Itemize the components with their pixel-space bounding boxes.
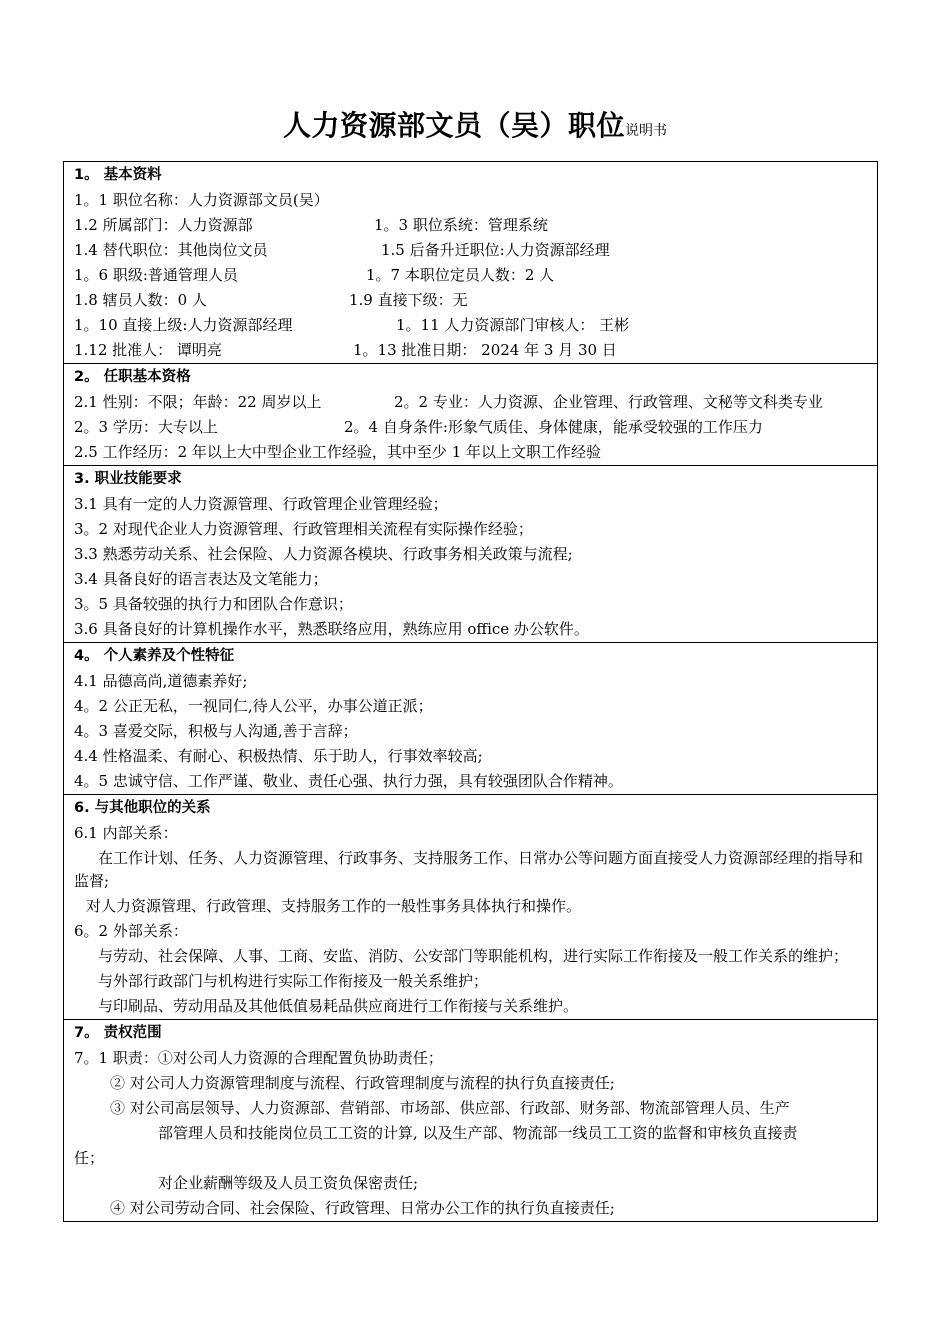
field: 1.12 批准人： 谭明亮 bbox=[74, 341, 222, 359]
list-item: 3。5 具备较强的执行力和团队合作意识； bbox=[74, 595, 353, 613]
list-item: 3.1 具有一定的人力资源管理、行政管理企业管理经验； bbox=[74, 495, 448, 513]
info-line bbox=[74, 238, 868, 263]
section-qualifications bbox=[64, 363, 877, 465]
list-item: 3.6 具备良好的计算机操作水平，熟悉联络应用，熟练应用 office 办公软件。 bbox=[74, 620, 589, 638]
field: 1。6 职级:普通管理人员 bbox=[74, 266, 238, 284]
list-item: 4.1 品德高尚,道德素养好; bbox=[74, 672, 248, 690]
list-item: 4。3 喜爱交际，积极与人沟通,善于言辞； bbox=[74, 722, 358, 740]
duty-line: 部管理人员和技能岗位员工工资的计算, 以及生产部、物流部一线员工工资的监督和审核负直接责 bbox=[158, 1124, 798, 1142]
section-heading: 7。 责权范围 bbox=[74, 1025, 162, 1041]
field: 1.8 辖员人数：0 人 bbox=[74, 291, 207, 309]
duty-line: 任； bbox=[74, 1149, 105, 1167]
paragraph bbox=[74, 945, 868, 968]
duty-line: ② 对公司人力资源管理制度与流程、行政管理制度与流程的执行负直接责任; bbox=[110, 1074, 615, 1092]
info-line bbox=[74, 263, 868, 288]
list-item: 3.4 具备良好的语言表达及文笔能力； bbox=[74, 570, 328, 588]
info-line bbox=[74, 338, 868, 363]
duty-line: ③ 对公司高层领导、人力资源部、营销部、市场部、供应部、行政部、财务部、物流部管理人员、生产 bbox=[110, 1099, 790, 1117]
field: 1.2 所属部门：人力资源部 bbox=[74, 216, 253, 234]
section-responsibilities bbox=[64, 1019, 877, 1221]
list-item: 3.3 熟悉劳动关系、社会保险、人力资源各模块、行政事务相关政策与流程; bbox=[74, 545, 573, 563]
field: 1.9 直接下级：无 bbox=[349, 291, 468, 309]
subsection-label: 6。2 外部关系： bbox=[74, 922, 188, 940]
section-heading: 4。 个人素养及个性特征 bbox=[74, 648, 235, 664]
title-main: 人力资源部文员（吴）职位 bbox=[282, 109, 625, 142]
paragraph: 对人力资源管理、行政管理、支持服务工作的一般性事务具体执行和操作。 bbox=[86, 897, 582, 915]
duty-line: 对企业薪酬等级及人员工资负保密责任; bbox=[158, 1174, 419, 1192]
field: 2。2 专业：人力资源、企业管理、行政管理、文秘等文科类专业 bbox=[394, 393, 823, 411]
info-line: 1。1 职位名称：人力资源部文员(吴） bbox=[74, 191, 329, 209]
field: 1.5 后备升迁职位:人力资源部经理 bbox=[381, 241, 610, 259]
info-line bbox=[74, 415, 868, 440]
job-description-table bbox=[63, 161, 878, 1222]
list-item: 3。2 对现代企业人力资源管理、行政管理相关流程有实际操作经验； bbox=[74, 520, 533, 538]
section-personal-traits bbox=[64, 642, 877, 794]
section-heading: 1。 基本资料 bbox=[74, 167, 162, 183]
field: 1。13 批准日期： 2024 年 3 月 30 日 bbox=[353, 341, 617, 359]
section-relationships bbox=[64, 794, 877, 1019]
field: 2.1 性别：不限；年龄：22 周岁以上 bbox=[74, 393, 322, 411]
paragraph-text: 在工作计划、任务、人力资源管理、行政事务、支持服务工作、日常办公等问题方面直接受人力资源部经理的指导和监督; bbox=[74, 849, 864, 890]
section-heading: 6. 与其他职位的关系 bbox=[74, 800, 211, 816]
list-item: 4。5 忠诚守信、工作严谨、敬业、责任心强、执行力强，具有较强团队合作精神。 bbox=[74, 772, 623, 790]
field: 1。10 直接上级:人力资源部经理 bbox=[74, 316, 293, 334]
section-basic-info bbox=[64, 162, 877, 363]
title-suffix: 说明书 bbox=[625, 123, 667, 139]
subsection-label: 6.1 内部关系： bbox=[74, 824, 178, 842]
field: 1。3 职位系统：管理系统 bbox=[374, 216, 548, 234]
list-item: 4.4 性格温柔、有耐心、积极热情、乐于助人，行事效率较高; bbox=[74, 747, 483, 765]
duty-line: ④ 对公司劳动合同、社会保险、行政管理、日常办公工作的执行负直接责任; bbox=[110, 1199, 615, 1217]
section-heading: 3. 职业技能要求 bbox=[74, 471, 182, 487]
paragraph bbox=[74, 847, 868, 893]
document-title bbox=[0, 104, 950, 144]
section-skills bbox=[64, 465, 877, 642]
info-line bbox=[74, 213, 868, 238]
list-item: 4。2 公正无私，一视同仁,待人公平，办事公道正派； bbox=[74, 697, 433, 715]
info-line bbox=[74, 288, 868, 313]
paragraph: 与印刷品、劳动用品及其他低值易耗品供应商进行工作衔接与关系维护。 bbox=[98, 997, 579, 1015]
field: 1。11 人力资源部门审核人： 王彬 bbox=[396, 316, 630, 334]
field: 2。4 自身条件:形象气质佳、身体健康，能承受较强的工作压力 bbox=[344, 418, 763, 436]
info-line: 2.5 工作经历：2 年以上大中型企业工作经验，其中至少 1 年以上文职工作经验 bbox=[74, 443, 602, 461]
field: 2。3 学历：大专以上 bbox=[74, 418, 218, 436]
field: 1.4 替代职位：其他岗位文员 bbox=[74, 241, 268, 259]
paragraph-text: 与劳动、社会保障、人事、工商、安监、消防、公安部门等职能机构，进行实际工作衔接及一般工作关系的维护； bbox=[98, 947, 849, 965]
paragraph: 与外部行政部门与机构进行实际工作衔接及一般关系维护； bbox=[98, 972, 489, 990]
field: 1。7 本职位定员人数：2 人 bbox=[366, 266, 555, 284]
info-line bbox=[74, 313, 868, 338]
section-heading: 2。 任职基本资格 bbox=[74, 369, 191, 385]
info-line bbox=[74, 390, 868, 415]
duty-line: 7。1 职责：①对公司人力资源的合理配置负协助责任； bbox=[74, 1049, 443, 1067]
